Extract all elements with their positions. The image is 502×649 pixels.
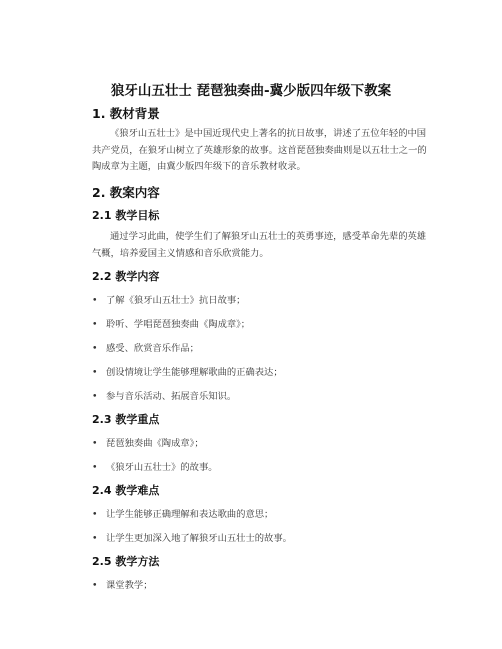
list-item — [92, 506, 273, 520]
paragraph-line: 共产党员，在狼牙山树立了英雄形象的故事。这首琵琶独奏曲则是以五壮士之一的 — [92, 144, 427, 156]
paragraph-line: 陶成章为主题，由冀少版四年级下的音乐教材收录。 — [92, 161, 306, 172]
bullet-icon: • — [92, 509, 98, 520]
list-item — [92, 530, 292, 544]
list-item — [92, 459, 218, 473]
list-item-text: 了解《狼牙山五壮士》抗日故事； — [106, 295, 246, 306]
document-title: 狼牙山五壮士 琵琶独奏曲-冀少版四年级下教案 — [110, 83, 392, 99]
bullet-icon: • — [92, 533, 98, 544]
bullet-icon: • — [92, 580, 98, 591]
list-item-text: 感受、欣赏音乐作品； — [106, 343, 199, 354]
list-item-text: 聆听、学唱琵琶独奏曲《陶成章》； — [106, 319, 251, 330]
bullet-icon: • — [92, 343, 98, 354]
bullet-icon: • — [92, 462, 98, 473]
list-item-text: 琵琶独奏曲《陶成章》； — [106, 438, 204, 449]
subsection-heading-key-points: 2.3 教学重点 — [92, 413, 160, 426]
paragraph-line: 通过学习此曲，使学生们了解狼牙山五壮士的英勇事迹，感受革命先辈的英雄 — [110, 231, 427, 242]
list-item — [92, 316, 250, 330]
list-item-text: 课堂教学； — [106, 580, 153, 591]
subsection-heading-methods: 2.5 教学方法 — [92, 555, 160, 568]
paragraph-line: 《狼牙山五壮士》是中国近现代史上著名的抗日故事，讲述了五位年轻的中国 — [110, 128, 427, 139]
list-item-text: 《狼牙山五壮士》的故事。 — [106, 462, 218, 473]
bullet-icon: • — [92, 438, 98, 449]
section-heading-content: 2. 教案内容 — [92, 185, 160, 200]
goals-paragraph — [92, 229, 438, 262]
subsection-heading-difficulties: 2.4 教学难点 — [92, 484, 160, 497]
list-item — [92, 435, 204, 449]
list-item-text: 让学生更加深入地了解狼牙山五壮士的故事。 — [106, 533, 292, 544]
list-item — [92, 364, 283, 378]
list-item — [92, 577, 153, 591]
bullet-icon: • — [92, 367, 98, 378]
bullet-icon: • — [92, 319, 98, 330]
list-item-text: 参与音乐活动、拓展音乐知识。 — [106, 391, 237, 402]
list-item — [92, 292, 245, 306]
bullet-icon: • — [92, 295, 98, 306]
background-paragraph — [92, 126, 438, 176]
list-item — [92, 340, 199, 354]
subsection-heading-goals: 2.1 教学目标 — [92, 209, 160, 222]
paragraph-line: 气概，培养爱国主义情感和音乐欣赏能力。 — [92, 247, 269, 259]
list-item-text: 创设情境让学生能够理解歌曲的正确表达； — [106, 367, 283, 378]
section-heading-background: 1. 教材背景 — [92, 106, 160, 121]
list-item-text: 让学生能够正确理解和表达歌曲的意思； — [106, 509, 274, 520]
list-item — [92, 388, 236, 402]
bullet-icon: • — [92, 391, 98, 402]
subsection-heading-contents: 2.2 教学内容 — [92, 270, 160, 283]
